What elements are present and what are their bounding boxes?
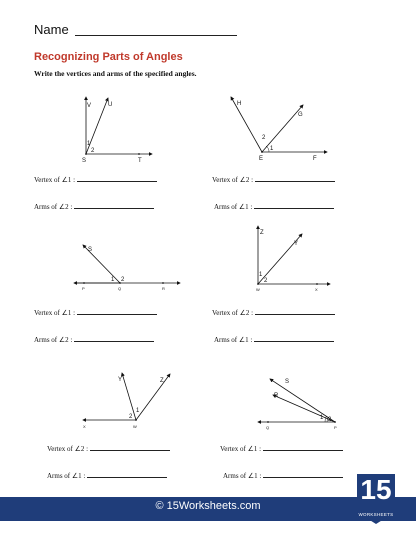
question-arms: Arms of ∠2 :: [34, 336, 154, 344]
angle-number: 1: [320, 415, 324, 421]
angle-number: 2: [262, 135, 266, 141]
point-label: Q: [266, 425, 270, 430]
angle-number: 2: [129, 414, 133, 420]
point-label: S: [88, 247, 93, 253]
angle-number: 2: [121, 277, 125, 283]
question-vertex: Vertex of ∠1 :: [34, 309, 157, 317]
angle-figure-2: [225, 92, 335, 164]
question-vertex: Vertex of ∠1 :: [34, 176, 157, 184]
angle-figure-6: [250, 370, 345, 432]
answer-blank[interactable]: [254, 208, 334, 209]
question-vertex: Vertex of ∠1 :: [220, 445, 343, 453]
point-label: F: [313, 156, 317, 162]
point-label: Q: [118, 286, 122, 291]
angle-number: 1: [270, 146, 274, 152]
question-arms: Arms of ∠1 :: [47, 472, 167, 480]
point-label: S: [82, 158, 87, 164]
answer-blank[interactable]: [87, 477, 167, 478]
point-label: W: [256, 287, 260, 292]
question-arms: Arms of ∠1 :: [214, 336, 334, 344]
point-label: H: [237, 101, 242, 107]
angle-number: 2: [91, 148, 95, 154]
angle-figure-1: [70, 92, 170, 164]
angle-number: 1: [111, 277, 115, 283]
angle-number: 1: [259, 272, 263, 278]
angle-number: 1: [87, 141, 91, 147]
point-label: W: [133, 424, 137, 429]
point-label: E: [259, 156, 264, 162]
answer-blank[interactable]: [255, 314, 335, 315]
answer-blank[interactable]: [254, 341, 334, 342]
point-label: Y: [118, 377, 123, 383]
logo-number: 15: [360, 474, 392, 505]
point-label: T: [138, 158, 142, 164]
answer-blank[interactable]: [263, 450, 343, 451]
point-label: Y: [294, 241, 299, 247]
point-label: Z: [260, 230, 264, 236]
answer-blank[interactable]: [263, 477, 343, 478]
angle-figure-5: [80, 368, 180, 434]
angle-figure-3: [70, 236, 185, 296]
answer-blank[interactable]: [74, 208, 154, 209]
point-label: Z: [160, 378, 164, 384]
instructions: Write the vertices and arms of the specified angles.: [34, 69, 197, 78]
name-label: Name: [34, 22, 69, 37]
logo-text: WORKSHEETS: [358, 512, 394, 517]
point-label: P: [82, 286, 85, 291]
point-label: G: [298, 112, 303, 118]
answer-blank[interactable]: [74, 341, 154, 342]
question-arms: Arms of ∠1 :: [214, 203, 334, 211]
name-blank-line[interactable]: [75, 35, 237, 36]
answer-blank[interactable]: [77, 314, 157, 315]
question-vertex: Vertex of ∠2 :: [47, 445, 170, 453]
point-label: X: [315, 287, 318, 292]
point-label: S: [285, 379, 290, 385]
question-arms: Arms of ∠2 :: [34, 203, 154, 211]
point-label: R: [162, 286, 165, 291]
question-arms: Arms of ∠1 :: [223, 472, 343, 480]
answer-blank[interactable]: [255, 181, 335, 182]
question-vertex: Vertex of ∠2 :: [212, 309, 335, 317]
point-label: X: [83, 424, 86, 429]
copyright-link[interactable]: © 15Worksheets.com: [155, 500, 261, 512]
point-label: U: [108, 102, 113, 108]
angle-figure-4: [250, 222, 335, 294]
answer-blank[interactable]: [77, 181, 157, 182]
point-label: R: [274, 393, 279, 399]
angle-number: 2: [328, 417, 332, 423]
angle-number: 1: [136, 408, 140, 414]
angle-number: 2: [264, 278, 268, 284]
worksheet-title: Recognizing Parts of Angles: [34, 51, 183, 63]
point-label: P: [334, 425, 337, 430]
answer-blank[interactable]: [90, 450, 170, 451]
point-label: V: [87, 103, 92, 109]
question-vertex: Vertex of ∠2 :: [212, 176, 335, 184]
